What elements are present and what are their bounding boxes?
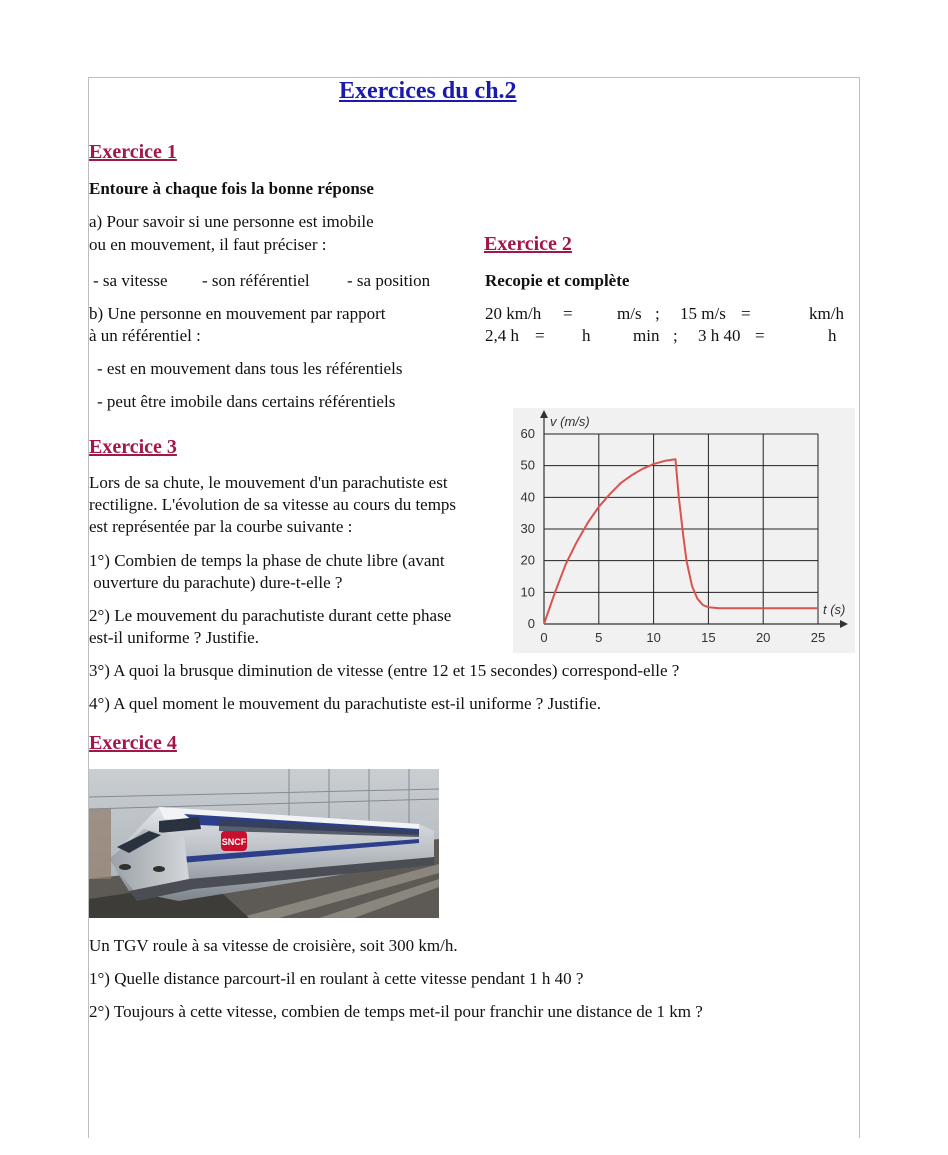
exercise-2-heading: Exercice 2 <box>484 233 572 255</box>
exercise-2-instruction: Recopie et complète <box>485 271 630 290</box>
ex3-q1-line2: ouverture du parachute) dure-t-elle ? <box>89 573 343 592</box>
ex2-r1-eq2: = <box>741 304 751 323</box>
velocity-chart <box>513 408 855 653</box>
ex2-r1-sep: ; <box>655 304 660 323</box>
ex3-q4: 4°) A quel moment le mouvement du parachutiste est-il uniforme ? Justifie. <box>89 694 601 713</box>
ex2-r2-a: 2,4 h <box>485 326 519 345</box>
sncf-logo: SNCF <box>221 837 247 847</box>
ex1-a-option-2: - son référentiel <box>202 271 310 290</box>
y-tick-label: 60 <box>520 426 535 441</box>
ex1-b-line2: à un référentiel : <box>89 326 201 345</box>
ex1-b-option-2: - peut être imobile dans certains référentiels <box>97 392 396 411</box>
x-tick-label: 20 <box>755 630 771 645</box>
ex2-r1-c: 15 m/s <box>680 304 726 323</box>
velocity-chart-svg <box>513 408 855 653</box>
ex3-q3: 3°) A quoi la brusque diminution de vitesse (entre 12 et 15 secondes) correspond-elle ? <box>89 661 680 680</box>
ex2-r1-b: m/s <box>617 304 642 323</box>
ex3-q1-line1: 1°) Combien de temps la phase de chute libre (avant <box>89 551 445 570</box>
ex2-r1-eq1: = <box>563 304 573 323</box>
y-tick-label: 20 <box>520 552 535 568</box>
exercise-1-instruction: Entoure à chaque fois la bonne réponse <box>89 179 374 198</box>
ex2-r2-b: h <box>582 326 591 345</box>
x-tick-label: 10 <box>646 630 661 645</box>
page-title: Exercices du ch.2 <box>339 78 517 104</box>
ex3-q2-line1: 2°) Le mouvement du parachutiste durant cette phase <box>89 606 452 625</box>
ex2-r2-sep: ; <box>673 326 678 345</box>
ex4-intro: Un TGV roule à sa vitesse de croisière, soit 300 km/h. <box>89 936 458 955</box>
ex3-intro-1: Lors de sa chute, le mouvement d'un parachutiste est <box>89 473 448 492</box>
ex4-q1: 1°) Quelle distance parcourt-il en roulant à cette vitesse pendant 1 h 40 ? <box>89 969 584 988</box>
ex2-r2-eq1: = <box>535 326 545 345</box>
ex2-r2-eq2: = <box>755 326 765 345</box>
y-axis-label: v (m/s) <box>550 414 590 429</box>
exercise-1-heading: Exercice 1 <box>89 141 177 163</box>
y-tick-label: 40 <box>520 489 535 505</box>
x-axis-arrow <box>840 620 848 628</box>
ex1-b-line1: b) Une personne en mouvement par rapport <box>89 304 386 323</box>
ex2-r2-d: h <box>828 326 837 345</box>
x-axis-label: t (s) <box>823 602 846 617</box>
ex1-a-option-3: - sa position <box>347 271 431 290</box>
y-tick-label: 30 <box>520 521 535 536</box>
x-tick-label: 0 <box>540 630 548 645</box>
ex2-r2-b2: min <box>633 326 660 345</box>
ex4-q2: 2°) Toujours à cette vitesse, combien de temps met-il pour franchir une distance de 1 km ? <box>89 1002 703 1021</box>
ex3-q2-line2: est-il uniforme ? Justifie. <box>89 628 259 647</box>
exercise-4-heading: Exercice 4 <box>89 732 177 754</box>
ex2-r2-c: 3 h 40 <box>698 326 741 345</box>
tgv-train-photo <box>89 769 439 918</box>
x-tick-label: 25 <box>810 630 826 645</box>
ex3-intro-2: rectiligne. L'évolution de sa vitesse au cours du temps <box>89 495 457 514</box>
y-axis-arrow <box>540 410 548 418</box>
ex3-intro-3: est représentée par la courbe suivante : <box>89 517 353 536</box>
y-tick-label: 50 <box>520 457 535 473</box>
ex1-a-line2: ou en mouvement, il faut préciser : <box>89 235 327 254</box>
ex1-b-option-1: - est en mouvement dans tous les référentiels <box>97 359 403 378</box>
x-tick-label: 5 <box>595 630 603 645</box>
ex1-a-option-1: - sa vitesse <box>93 271 168 290</box>
ex2-r1-d: km/h <box>809 304 844 323</box>
velocity-curve <box>544 459 818 624</box>
ex1-a-line1: a) Pour savoir si une personne est imobile <box>89 212 374 231</box>
x-tick-label: 15 <box>701 630 716 645</box>
y-tick-label: 10 <box>520 584 535 600</box>
y-tick-label: 0 <box>527 616 535 631</box>
exercise-3-heading: Exercice 3 <box>89 436 177 458</box>
ex2-r1-a: 20 km/h <box>485 304 542 323</box>
